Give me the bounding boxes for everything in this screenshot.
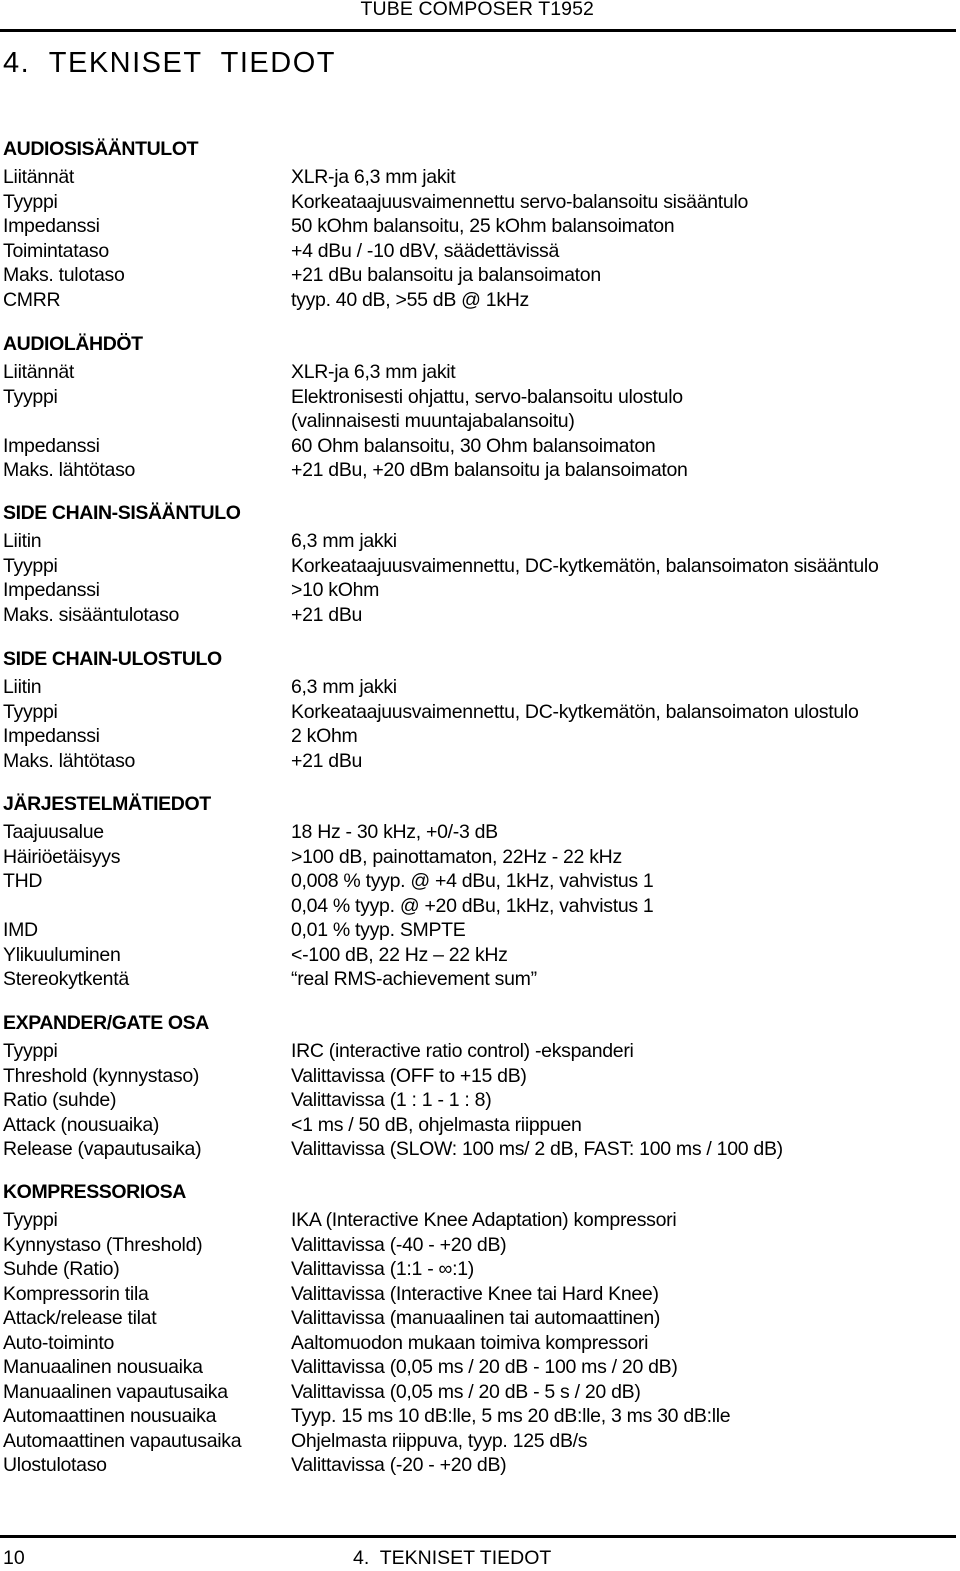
spec-value: Korkeataajuusvaimennettu servo-balansoitu sisääntulo xyxy=(291,190,749,213)
spec-row xyxy=(3,434,943,459)
spec-row xyxy=(3,1453,943,1478)
spec-row xyxy=(3,918,943,943)
spec-label: Häiriöetäisyys xyxy=(3,845,121,868)
spec-row xyxy=(3,749,943,774)
spec-label: Kompressorin tila xyxy=(3,1282,149,1305)
spec-section xyxy=(3,498,943,627)
spec-row xyxy=(3,529,943,554)
spec-label: Stereokytkentä xyxy=(3,968,129,990)
spec-value: 0,01 % tyyp. SMPTE xyxy=(291,919,466,941)
spec-value: Valittavissa (SLOW: 100 ms/ 2 dB, FAST: 100 ms / 100 dB) xyxy=(291,1138,783,1160)
spec-label: Liitännät xyxy=(3,166,75,188)
spec-label: Attack (nousuaika) xyxy=(3,1113,160,1136)
section-title: SIDE CHAIN-SISÄÄNTULO xyxy=(3,502,241,524)
spec-value: +21 dBu balansoitu ja balansoimaton xyxy=(291,264,601,286)
spec-label: Automaattinen nousuaika xyxy=(3,1405,217,1427)
spec-row xyxy=(3,1088,943,1113)
spec-row xyxy=(3,1282,943,1307)
spec-value: XLR-ja 6,3 mm jakit xyxy=(291,361,456,383)
spec-row xyxy=(3,1404,943,1429)
spec-value: +21 dBu xyxy=(291,749,363,772)
spec-value: <1 ms / 50 dB, ohjelmasta riippuen xyxy=(291,1113,582,1136)
spec-value: Elektronisesti ohjattu, servo-balansoitu ulostulo xyxy=(291,385,683,408)
spec-label: Taajuusalue xyxy=(3,821,104,843)
spec-label: Ulostulotaso xyxy=(3,1454,107,1476)
spec-label: Maks. lähtötaso xyxy=(3,459,136,481)
spec-label: Manuaalinen vapautusaika xyxy=(3,1380,228,1403)
spec-label: Auto-toiminto xyxy=(3,1331,114,1354)
spec-row xyxy=(3,554,943,579)
spec-label: Toimintataso xyxy=(3,239,109,262)
spec-row xyxy=(3,603,943,628)
spec-value: Valittavissa (OFF to +15 dB) xyxy=(291,1064,527,1087)
spec-row xyxy=(3,967,943,992)
spec-row xyxy=(3,1064,943,1089)
top-rule xyxy=(0,29,956,32)
spec-row xyxy=(3,165,943,190)
spec-row xyxy=(3,1355,943,1380)
spec-label: Impedanssi xyxy=(3,725,100,747)
spec-value: IRC (interactive ratio control) -ekspanderi xyxy=(291,1040,634,1062)
spec-value: 2 kOhm xyxy=(291,725,358,747)
spec-row xyxy=(3,360,943,385)
spec-value: >10 kOhm xyxy=(291,579,380,601)
spec-row xyxy=(3,190,943,215)
spec-value: 18 Hz - 30 kHz, +0/-3 dB xyxy=(291,821,498,843)
spec-section xyxy=(3,134,943,312)
section-title: SIDE CHAIN-ULOSTULO xyxy=(3,648,222,670)
spec-value: Valittavissa (manuaalinen tai automaattinen) xyxy=(291,1307,661,1329)
spec-value: Valittavissa (-40 - +20 dB) xyxy=(291,1233,507,1256)
spec-row xyxy=(3,409,943,434)
spec-value: IKA (Interactive Knee Adaptation) kompressori xyxy=(291,1209,677,1231)
spec-label: Automaattinen vapautusaika xyxy=(3,1429,242,1452)
spec-value: 0,04 % tyyp. @ +20 dBu, 1kHz, vahvistus 1 xyxy=(291,894,654,917)
spec-value: +21 dBu, +20 dBm balansoitu ja balansoimaton xyxy=(291,459,688,481)
spec-row xyxy=(3,458,943,483)
spec-label: Impedanssi xyxy=(3,579,100,601)
spec-label: IMD xyxy=(3,919,38,941)
spec-label: CMRR xyxy=(3,288,61,311)
spec-row xyxy=(3,943,943,968)
header-product-title: TUBE COMPOSER T1952 xyxy=(360,0,594,20)
section-title: AUDIOLÄHDÖT xyxy=(3,333,143,355)
spec-value: >100 dB, painottamaton, 22Hz - 22 kHz xyxy=(291,845,622,868)
spec-value: 0,008 % tyyp. @ +4 dBu, 1kHz, vahvistus 1 xyxy=(291,870,654,892)
spec-value: XLR-ja 6,3 mm jakit xyxy=(291,166,456,188)
spec-value: Valittavissa (Interactive Knee tai Hard Knee) xyxy=(291,1282,659,1305)
spec-row xyxy=(3,1429,943,1454)
spec-label: Liitin xyxy=(3,530,42,552)
spec-value: +4 dBu / -10 dBV, säädettävissä xyxy=(291,239,560,262)
spec-row xyxy=(3,700,943,725)
spec-row xyxy=(3,675,943,700)
spec-value: (valinnaisesti muuntajabalansoitu) xyxy=(291,410,575,432)
section-title: EXPANDER/GATE OSA xyxy=(3,1012,209,1034)
chapter-title: 4. TEKNISET TIEDOT xyxy=(3,47,336,79)
spec-row xyxy=(3,288,943,313)
spec-label: Liitännät xyxy=(3,361,75,383)
spec-row xyxy=(3,214,943,239)
spec-value: Ohjelmasta riippuva, tyyp. 125 dB/s xyxy=(291,1429,588,1452)
spec-label: Maks. tulotaso xyxy=(3,264,125,286)
spec-label: Ratio (suhde) xyxy=(3,1089,117,1111)
spec-label: Maks. lähtötaso xyxy=(3,749,136,772)
spec-label: Kynnystaso (Threshold) xyxy=(3,1233,203,1256)
spec-value: 60 Ohm balansoitu, 30 Ohm balansoimaton xyxy=(291,434,656,457)
spec-label: Tyyppi xyxy=(3,190,58,213)
spec-row xyxy=(3,1331,943,1356)
spec-row xyxy=(3,1137,943,1162)
spec-label: Impedanssi xyxy=(3,434,100,457)
spec-label: Release (vapautusaika) xyxy=(3,1138,202,1160)
spec-value: 6,3 mm jakki xyxy=(291,676,397,698)
spec-label: Impedanssi xyxy=(3,215,100,237)
spec-label: Tyyppi xyxy=(3,385,58,408)
section-title: KOMPRESSORIOSA xyxy=(3,1181,186,1203)
spec-row xyxy=(3,820,943,845)
spec-row xyxy=(3,1233,943,1258)
spec-label: Threshold (kynnystaso) xyxy=(3,1064,200,1087)
spec-value: Valittavissa (-20 - +20 dB) xyxy=(291,1454,507,1476)
spec-section xyxy=(3,329,943,483)
spec-row xyxy=(3,1306,943,1331)
spec-label: Tyyppi xyxy=(3,1209,58,1231)
spec-label: Manuaalinen nousuaika xyxy=(3,1356,203,1378)
spec-row xyxy=(3,578,943,603)
spec-label: Liitin xyxy=(3,676,42,698)
spec-row xyxy=(3,1039,943,1064)
spec-row xyxy=(3,385,943,410)
spec-row xyxy=(3,894,943,919)
spec-value: Tyyp. 15 ms 10 dB:lle, 5 ms 20 dB:lle, 3 ms 30 dB:lle xyxy=(291,1405,731,1427)
spec-value: <-100 dB, 22 Hz – 22 kHz xyxy=(291,943,508,966)
spec-value: tyyp. 40 dB, >55 dB @ 1kHz xyxy=(291,288,529,311)
spec-value: Korkeataajuusvaimennettu, DC-kytkemätön, balansoimaton sisääntulo xyxy=(291,554,879,577)
spec-row xyxy=(3,1113,943,1138)
spec-value: Valittavissa (1:1 - ∞:1) xyxy=(291,1258,474,1280)
spec-label: Tyyppi xyxy=(3,1040,58,1062)
section-title: AUDIOSISÄÄNTULOT xyxy=(3,138,199,160)
spec-value: +21 dBu xyxy=(291,603,363,626)
spec-row xyxy=(3,724,943,749)
spec-row xyxy=(3,845,943,870)
spec-label: Maks. sisääntulotaso xyxy=(3,603,180,626)
spec-value: “real RMS-achievement sum” xyxy=(291,968,537,990)
spec-row xyxy=(3,1257,943,1282)
spec-value: 50 kOhm balansoitu, 25 kOhm balansoimaton xyxy=(291,215,675,237)
spec-row xyxy=(3,1208,943,1233)
spec-section xyxy=(3,789,943,992)
spec-label: Tyyppi xyxy=(3,554,58,577)
spec-section xyxy=(3,644,943,773)
spec-label: Attack/release tilat xyxy=(3,1307,157,1329)
spec-label: THD xyxy=(3,870,43,892)
spec-label: Ylikuuluminen xyxy=(3,943,121,966)
spec-value: 6,3 mm jakki xyxy=(291,530,397,552)
bottom-rule xyxy=(0,1535,956,1538)
spec-row xyxy=(3,263,943,288)
spec-row xyxy=(3,239,943,264)
section-title: JÄRJESTELMÄTIEDOT xyxy=(3,793,211,815)
page-number: 10 xyxy=(3,1547,25,1569)
spec-value: Valittavissa (0,05 ms / 20 dB - 5 s / 20 dB) xyxy=(291,1380,641,1403)
spec-label: Suhde (Ratio) xyxy=(3,1258,120,1280)
spec-section xyxy=(3,1008,943,1162)
footer-title: 4. TEKNISET TIEDOT xyxy=(353,1547,552,1569)
spec-row xyxy=(3,1380,943,1405)
spec-value: Valittavissa (0,05 ms / 20 dB - 100 ms / 20 dB) xyxy=(291,1356,678,1378)
spec-label: Tyyppi xyxy=(3,700,58,723)
spec-value: Korkeataajuusvaimennettu, DC-kytkemätön, balansoimaton ulostulo xyxy=(291,700,859,723)
spec-value: Valittavissa (1 : 1 - 1 : 8) xyxy=(291,1089,492,1111)
spec-row xyxy=(3,869,943,894)
spec-section xyxy=(3,1177,943,1478)
spec-value: Aaltomuodon mukaan toimiva kompressori xyxy=(291,1331,649,1354)
